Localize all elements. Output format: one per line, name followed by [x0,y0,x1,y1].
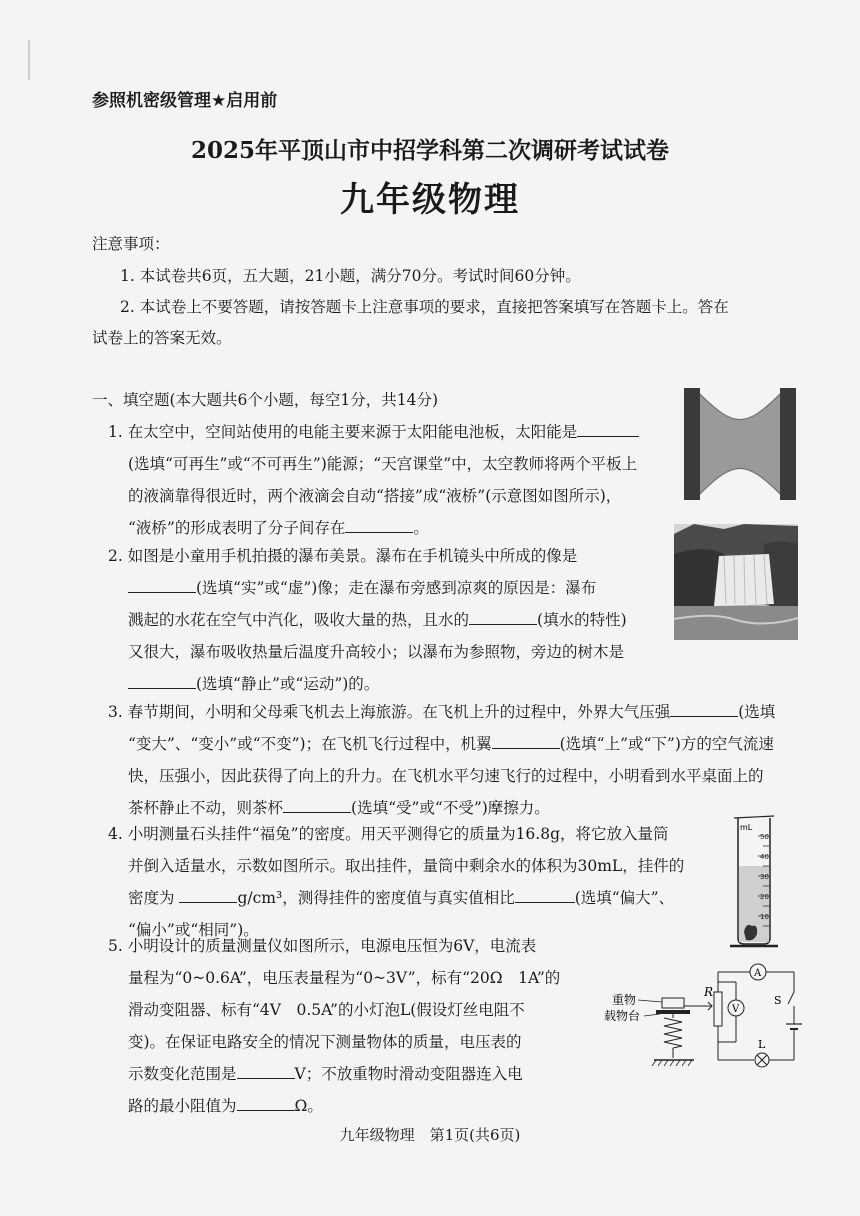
q1-line4: “液桥”的形成表明了分子间存在 [128,519,346,537]
lamp-label: L [758,1038,766,1051]
exam-title: 2025年平顶山市中招学科第二次调研考试试卷 [190,137,669,164]
answer-blank [128,577,196,594]
q2-line4: 又很大，瀑布吸收热量后温度升高较小；以瀑布为参照物，旁边的树木是 [128,643,625,661]
answer-blank [577,421,639,438]
question-5 [108,930,588,1122]
answer-blank [283,797,351,814]
scan-margin-mark [28,40,30,80]
measuring-cylinder-figure [724,814,786,952]
q1-line2: (选填“可再生”或“不可再生”)能源；“天宫课堂”中，太空教师将两个平板上 [128,455,638,473]
label-resistor: R [704,985,714,999]
q3-line2: “变大”、“变小”或“不变”)；在飞机飞行过程中，机翼 [128,735,492,753]
answer-blank [179,887,237,904]
q5-line6-end: Ω。 [294,1097,323,1115]
circuit-diagram-figure [604,962,808,1074]
label-weight: 重物 [612,993,637,1007]
subject-title: 九年级物理 [340,180,520,220]
voltmeter-label: V [732,1004,740,1015]
q1-line3: 的液滴靠得很近时，两个液滴会自动“搭接”成“液桥”(示意图如图所示)， [128,487,622,505]
q3-line1-end: (选填 [738,703,776,721]
q2-line1: 2. 如图是小童用手机拍摄的瀑布美景。瀑布在手机镜头中所成的像是 [108,547,578,565]
q4-line3: 密度为 [128,889,175,907]
answer-blank [345,517,413,534]
q1-line4-end: 。 [413,519,429,537]
question-2 [108,540,688,700]
section-heading: 一、填空题(本大题共6个小题，每空1分，共14分) [92,391,439,409]
cylinder-tick: 20 [760,893,769,901]
q2-line5: (选填“静止”或“运动”)的。 [196,675,380,693]
question-3 [108,696,808,824]
page-footer: 九年级物理 第1页(共6页) [339,1126,521,1144]
answer-blank [237,1095,295,1112]
q1-line1: 1. 在太空中，空间站使用的电能主要来源于太阳能电池板，太阳能是 [108,423,578,441]
q5-line5: 示数变化范围是 [128,1065,237,1083]
question-4 [108,818,728,946]
switch-label: S [774,994,782,1007]
q4-line1: 4. 小明测量石头挂件“福兔”的密度。用天平测得它的质量为16.8g，将它放入量筒 [108,825,669,843]
answer-blank [128,673,196,690]
q5-line4: 变)。在保证电路安全的情况下测量物体的质量，电压表的 [128,1033,522,1051]
notice-item-2: 2. 本试卷上不要答题，请按答题卡上注意事项的要求，直接把答案填写在答题卡上。答在 [120,298,729,316]
q5-line5-end: V；不放重物时滑动变阻器连入电 [294,1065,523,1083]
waterfall-photo [674,524,798,640]
notice-item-1: 1. 本试卷共6页，五大题，21小题，满分70分。考试时间60分钟。 [120,267,581,285]
confidentiality-label: 参照机密级管理★启用前 [92,91,278,111]
q3-line2-end: (选填“上”或“下”)方的空气流速 [559,735,774,753]
cylinder-tick: 40 [760,853,769,861]
q4-line2: 并倒入适量水，示数如图所示。取出挂件，量筒中剩余水的体积为30mL，挂件的 [128,857,685,875]
ammeter-label: A [754,968,762,979]
notice-item-2-cont: 试卷上的答案无效。 [92,329,232,347]
label-platform: 载物台 [604,1009,641,1023]
q5-line6: 路的最小阻值为 [128,1097,237,1115]
liquid-bridge-figure [684,388,796,500]
answer-blank [469,609,537,626]
answer-blank [515,887,575,904]
cylinder-tick: 30 [760,873,769,881]
q2-line3-end: (填水的特性) [537,611,627,629]
answer-blank [492,733,560,750]
cylinder-tick: 10 [760,913,769,921]
q4-line3-end: (选填“偏大”、 [574,889,675,907]
question-1 [108,416,688,544]
cylinder-unit: mL [740,823,753,832]
answer-blank [237,1063,295,1080]
q3-line4-end: (选填“受”或“不受”)摩擦力。 [351,799,550,817]
q2-line2: (选填“实”或“虚”)像；走在瀑布旁感到凉爽的原因是：瀑布 [196,579,597,597]
answer-blank [670,701,738,718]
q3-line4: 茶杯静止不动，则茶杯 [128,799,284,817]
q3-line1: 3. 春节期间，小明和父母乘飞机去上海旅游。在飞机上升的过程中，外界大气压强 [108,703,671,721]
q4-line4: “偏小”或“相同”)。 [128,921,259,939]
q5-line3: 滑动变阻器、标有“4V 0.5A”的小灯泡L(假设灯丝电阻不 [128,1001,525,1019]
notice-heading: 注意事项： [92,235,170,253]
q3-line3: 快，压强小，因此获得了向上的升力。在飞机水平匀速飞行的过程中，小明看到水平桌面上的 [128,767,764,785]
q5-line1: 5. 小明设计的质量测量仪如图所示，电源电压恒为6V，电流表 [108,937,537,955]
cylinder-tick: 50 [760,833,769,841]
q5-line2: 量程为“0~0.6A”，电压表量程为“0~3V”，标有“20Ω 1A”的 [128,969,561,987]
q4-line3-mid: g/cm³，测得挂件的密度值与真实值相比 [237,889,515,907]
q2-line3: 溅起的水花在空气中汽化，吸收大量的热，且水的 [128,611,470,629]
